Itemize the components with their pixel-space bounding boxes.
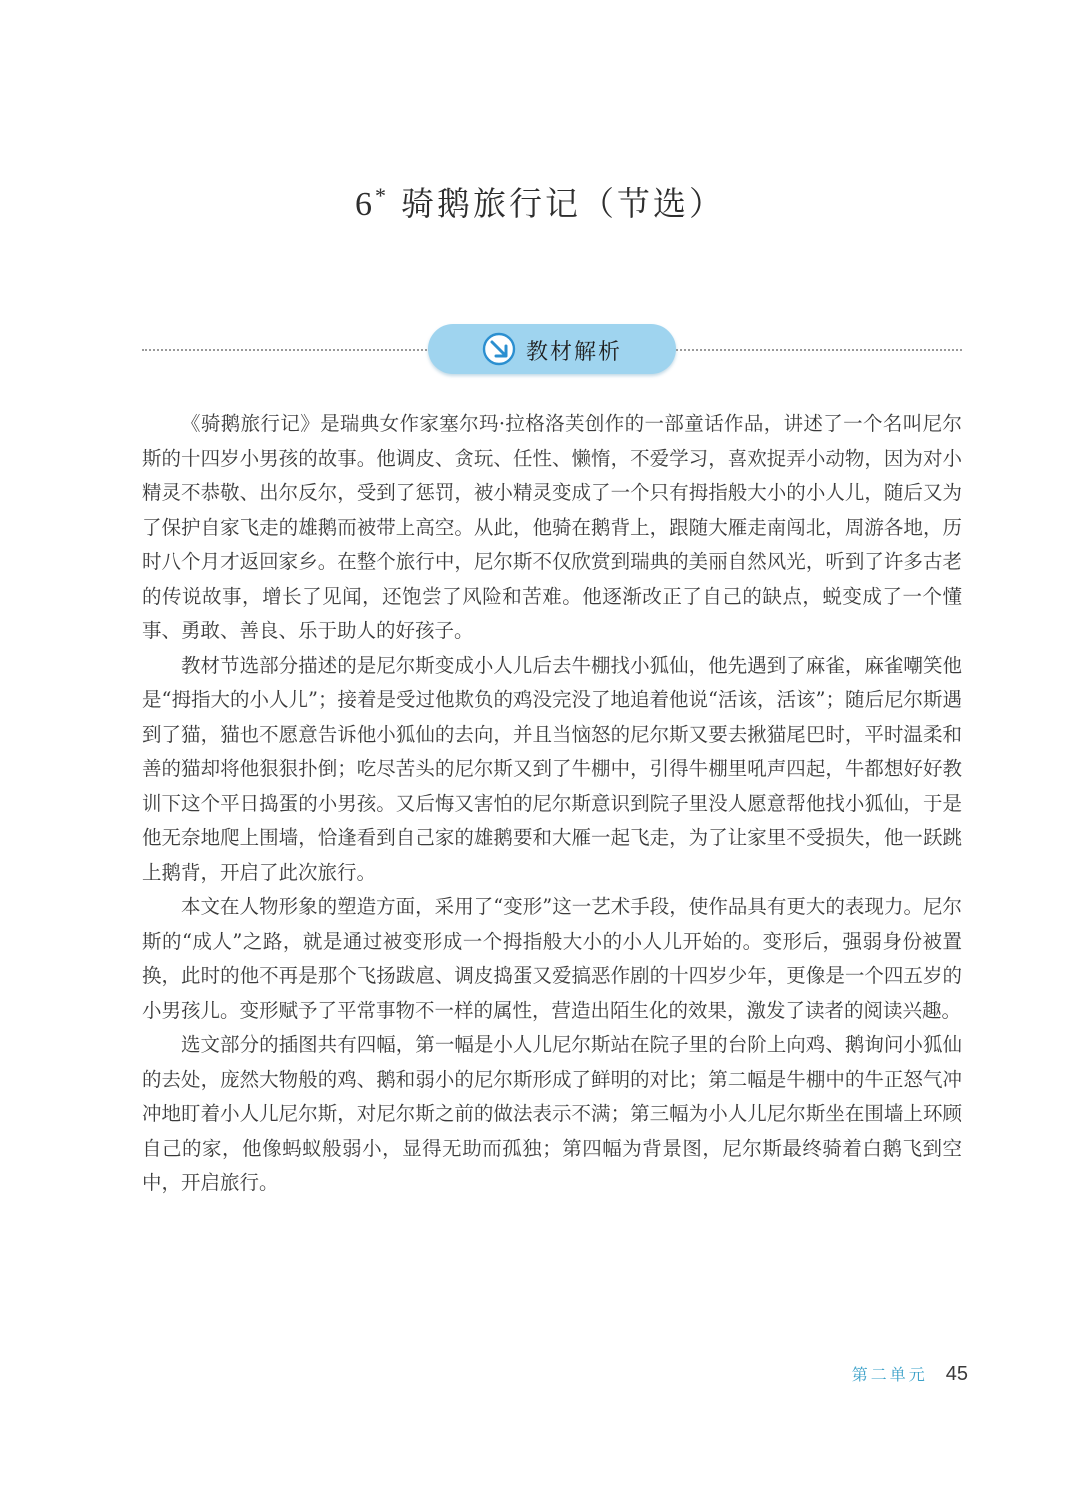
page-footer (852, 1360, 968, 1389)
paragraph: 本文在人物形象的塑造方面，采用了“变形”这一艺术手段，使作品具有更大的表现力。尼尔斯的“成人”之路，就是通过被变形成一个拇指般大小的小人儿开始的。变形后，强弱身份被置换，此时的他不再是那个飞扬跋扈、调皮捣蛋又爱搞恶作剧的十四岁少年，更像是一个四五岁的小男孩儿。变形赋予了平常事物不一样的属性，营造出陌生化的效果，激发了读者的阅读兴趣。 (142, 895, 962, 1022)
divider-right (676, 349, 962, 351)
section-label: 教材解析 (526, 340, 623, 365)
divider-left (142, 349, 430, 351)
paragraph: 选文部分的插图共有四幅，第一幅是小人儿尼尔斯站在院子里的台阶上向鸡、鹅询问小狐仙的去处，庞然大物般的鸡、鹅和弱小的尼尔斯形成了鲜明的对比；第二幅是牛棚中的牛正怒气冲冲地盯着小人儿尼尔斯，对尼尔斯之前的做法表示不满；第三幅为小人儿尼尔斯坐在围墙上环顾自己的家，他像蚂蚁般弱小，显得无助而孤独；第四幅为背景图，尼尔斯最终骑着白鹅飞到空中，开启旅行。 (142, 1033, 962, 1194)
arrow-circle-icon (482, 332, 516, 366)
lesson-title: 骑鹅旅行记（节选） (401, 184, 725, 223)
section-header (142, 324, 962, 376)
page-title (0, 178, 1080, 225)
lesson-marker: * (375, 183, 389, 208)
page-number: 45 (945, 1363, 968, 1385)
lesson-number: 6 (355, 186, 375, 223)
paragraph: 《骑鹅旅行记》是瑞典女作家塞尔玛·拉格洛芙创作的一部童话作品，讲述了一个名叫尼尔斯的十四岁小男孩的故事。他调皮、贪玩、任性、懒惰，不爱学习，喜欢捉弄小动物，因为对小精灵不恭敬、出尔反尔，受到了惩罚，被小精灵变成了一个只有拇指般大小的小人儿，随后又为了保护自家飞走的雄鹅而被带上高空。从此，他骑在鹅背上，跟随大雁走南闯北，周游各地，历时八个月才返回家乡。在整个旅行中，尼尔斯不仅欣赏到瑞典的美丽自然风光，听到了许多古老的传说故事，增长了见闻，还饱尝了风险和苦难。他逐渐改正了自己的缺点，蜕变成了一个懂事、勇敢、善良、乐于助人的好孩子。 (142, 412, 962, 642)
unit-label: 第二单元 (851, 1365, 928, 1384)
paragraph: 教材节选部分描述的是尼尔斯变成小人儿后去牛棚找小狐仙，他先遇到了麻雀，麻雀嘲笑他是“拇指大的小人儿”；接着是受过他欺负的鸡没完没了地追着他说“活该，活该”；随后尼尔斯遇到了猫，猫也不愿意告诉他小狐仙的去向，并且当恼怒的尼尔斯又要去揪猫尾巴时，平时温柔和善的猫却将他狠狠扑倒；吃尽苦头的尼尔斯又到了牛棚中，引得牛棚里吼声四起，牛都想好好教训下这个平日捣蛋的小男孩。又后悔又害怕的尼尔斯意识到院子里没人愿意帮他找小狐仙，于是他无奈地爬上围墙，恰逢看到自己家的雄鹅要和大雁一起飞走，为了让家里不受损失，他一跃跳上鹅背，开启了此次旅行。 (142, 653, 962, 884)
body-text (142, 407, 962, 1201)
section-badge (428, 324, 676, 374)
